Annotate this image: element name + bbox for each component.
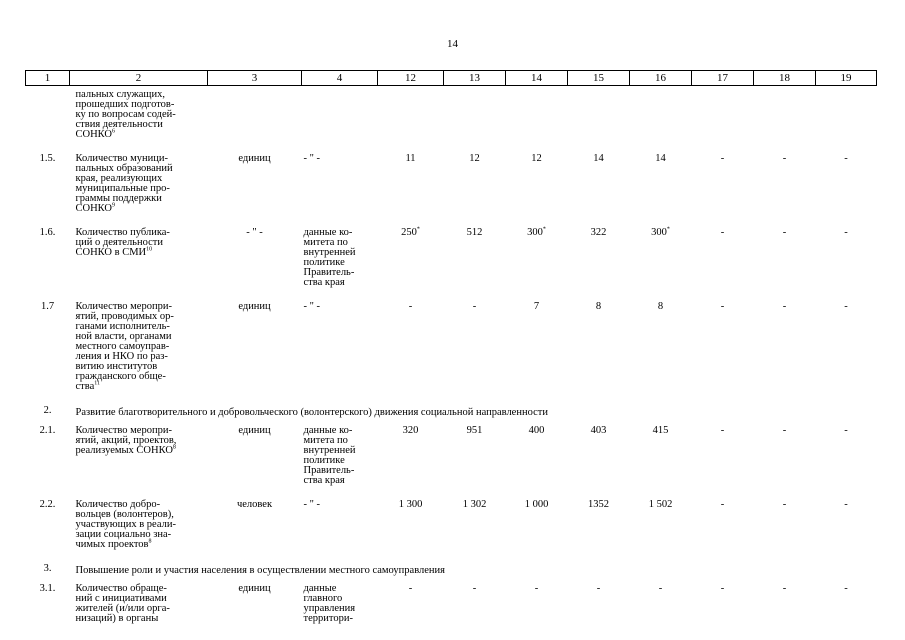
indicator-name-text: Количество обраще- ний с инициативами жителей (и/или орга- низаций) в органы (75, 583, 170, 624)
source-cell: данные главного управления территори- (303, 583, 356, 624)
value-cell: - (720, 227, 725, 238)
row-number: 2. (43, 405, 52, 416)
table-row (26, 422, 877, 496)
source-cell: - " - (303, 301, 321, 312)
value-text: 300 (527, 227, 543, 238)
value-cell: 512 (466, 227, 483, 238)
source-cell: данные ко- митета по внутренней политике Правитель- ства края (303, 425, 356, 486)
asterisk-mark: * (666, 226, 670, 233)
value-cell: 403 (590, 425, 607, 436)
value-cell: - (658, 583, 663, 594)
footnote-mark: 9 (112, 202, 115, 209)
source-cell: данные ко- митета по внутренней политике Правитель- ства края (303, 227, 356, 288)
value-cell: - (782, 425, 787, 436)
table-row (26, 150, 877, 224)
source-cell: - " - (303, 499, 321, 510)
value-cell: - (844, 499, 848, 510)
value-cell: - (720, 153, 725, 164)
unit-cell (208, 86, 302, 151)
row-number: 1.6. (39, 227, 56, 238)
indicator-table (25, 70, 877, 624)
value-text: 250 (401, 227, 417, 238)
column-header: 2 (70, 71, 208, 86)
value-cell: - (782, 301, 787, 312)
value-cell (630, 224, 692, 298)
value-cell: - (472, 583, 477, 594)
source-cell: - " - (303, 153, 321, 164)
table-body (26, 86, 877, 625)
value-cell: - (720, 499, 725, 510)
value-cell: 322 (590, 227, 607, 238)
indicator-name-text: Количество меропри- ятий, акций, проектов, реализуемых СОНКО (75, 425, 177, 456)
value-cell: - (844, 301, 848, 312)
asterisk-mark: * (416, 226, 420, 233)
unit-cell: - " - (246, 227, 263, 238)
table-row (26, 496, 877, 560)
column-header: 4 (302, 71, 378, 86)
column-header: 12 (378, 71, 444, 86)
value-cell: 400 (528, 425, 545, 436)
header-row (26, 71, 877, 86)
value-cell: - (408, 583, 413, 594)
value-cell: - (782, 227, 787, 238)
indicator-name-text: Количество добро- вольцев (волонтеров), участвующих в реали- зации социально зна- чимых проектов (75, 499, 176, 550)
value-cell: - (844, 227, 848, 238)
value-cell: 14 (593, 153, 604, 164)
section-row (26, 402, 877, 422)
footnote-mark: 8 (148, 538, 152, 545)
value-cell: 415 (652, 425, 669, 436)
column-header: 1 (26, 71, 70, 86)
section-title: Развитие благотворительного и добровольческого (волонтерского) движения социальной направленности (75, 407, 548, 418)
indicator-name-text: пальных служащих, прошедших подготов- ку по вопросам содей- ствия деятельности СОНКО (75, 89, 176, 140)
page-number: 14 (447, 38, 458, 50)
value-cell: 8 (657, 301, 664, 312)
table-row (26, 298, 877, 402)
source-cell (302, 86, 378, 151)
value-cell (378, 224, 444, 298)
value-cell: - (596, 583, 601, 594)
value-cell: 14 (655, 153, 666, 164)
row-number: 2.1. (39, 425, 56, 436)
value-cell: - (720, 583, 725, 594)
indicator-name (70, 496, 208, 560)
row-number: 1.7 (40, 301, 55, 312)
footnote-mark: 11 (94, 380, 101, 387)
value-cell: 7 (533, 301, 540, 312)
indicator-name (70, 298, 208, 402)
row-number: 3.1. (39, 583, 56, 594)
unit-cell: единиц (238, 153, 271, 164)
footnote-mark: 10 (146, 246, 153, 253)
value-cell: 951 (466, 425, 483, 436)
value-cell (816, 86, 877, 151)
table-row (26, 86, 877, 151)
indicator-name (70, 422, 208, 496)
column-header: 18 (754, 71, 816, 86)
value-cell: 12 (531, 153, 542, 164)
value-cell: - (782, 499, 787, 510)
value-cell: 320 (402, 425, 419, 436)
value-cell: 8 (595, 301, 602, 312)
value-cell (692, 86, 754, 151)
row-number: 2.2. (39, 499, 56, 510)
value-cell: - (844, 425, 848, 436)
value-cell: 1 300 (398, 499, 423, 510)
value-cell (506, 86, 568, 151)
value-cell: 1 000 (524, 499, 549, 510)
section-title: Повышение роли и участия населения в осуществлении местного самоуправления (75, 565, 445, 576)
indicator-name-text: Количество муници- пальных образований края, реализующих муниципальные про- граммы поддержки СОНКО (75, 153, 173, 214)
footnote-mark: 6 (112, 128, 115, 135)
value-cell (506, 224, 568, 298)
value-cell: 1 502 (648, 499, 673, 510)
value-cell: 12 (469, 153, 480, 164)
value-cell: - (408, 301, 413, 312)
row-number: 1.5. (39, 153, 56, 164)
unit-cell: единиц (238, 583, 271, 594)
table-row (26, 224, 877, 298)
unit-cell: единиц (238, 425, 271, 436)
value-cell (754, 86, 816, 151)
column-header: 17 (692, 71, 754, 86)
column-header: 16 (630, 71, 692, 86)
value-text: 300 (651, 227, 667, 238)
column-header: 3 (208, 71, 302, 86)
indicator-name (70, 86, 208, 151)
column-header: 13 (444, 71, 506, 86)
footnote-mark: 8 (172, 444, 176, 451)
value-cell: 1352 (588, 499, 609, 510)
value-cell: - (472, 301, 477, 312)
value-cell: 11 (405, 153, 416, 164)
unit-cell: человек (236, 499, 273, 510)
column-header: 19 (816, 71, 877, 86)
value-cell: 1 302 (462, 499, 487, 510)
indicator-name-text: Количество публика- ций о деятельности СОНКО в СМИ (75, 227, 170, 258)
value-cell: - (720, 301, 725, 312)
value-cell: - (720, 425, 725, 436)
indicator-name (70, 580, 208, 624)
value-cell: - (534, 583, 539, 594)
value-cell (568, 86, 630, 151)
indicator-name (70, 150, 208, 224)
section-row (26, 560, 877, 580)
asterisk-mark: * (542, 226, 546, 233)
value-cell: - (844, 153, 848, 164)
unit-cell: единиц (238, 301, 271, 312)
row-number (26, 86, 70, 151)
column-header: 15 (568, 71, 630, 86)
value-cell (378, 86, 444, 151)
table-row (26, 580, 877, 624)
column-header: 14 (506, 71, 568, 86)
indicator-name (70, 224, 208, 298)
value-cell: - (844, 583, 848, 594)
value-cell (444, 86, 506, 151)
value-cell: - (782, 583, 787, 594)
value-cell (630, 86, 692, 151)
indicator-name-text: Количество меропри- ятий, проводимых ор- ганами исполнитель- ной власти, органами местного самоуправ- ления и НКО по раз- витию институтов гражданского обще- ства (75, 301, 174, 392)
row-number: 3. (43, 563, 52, 574)
value-cell: - (782, 153, 787, 164)
